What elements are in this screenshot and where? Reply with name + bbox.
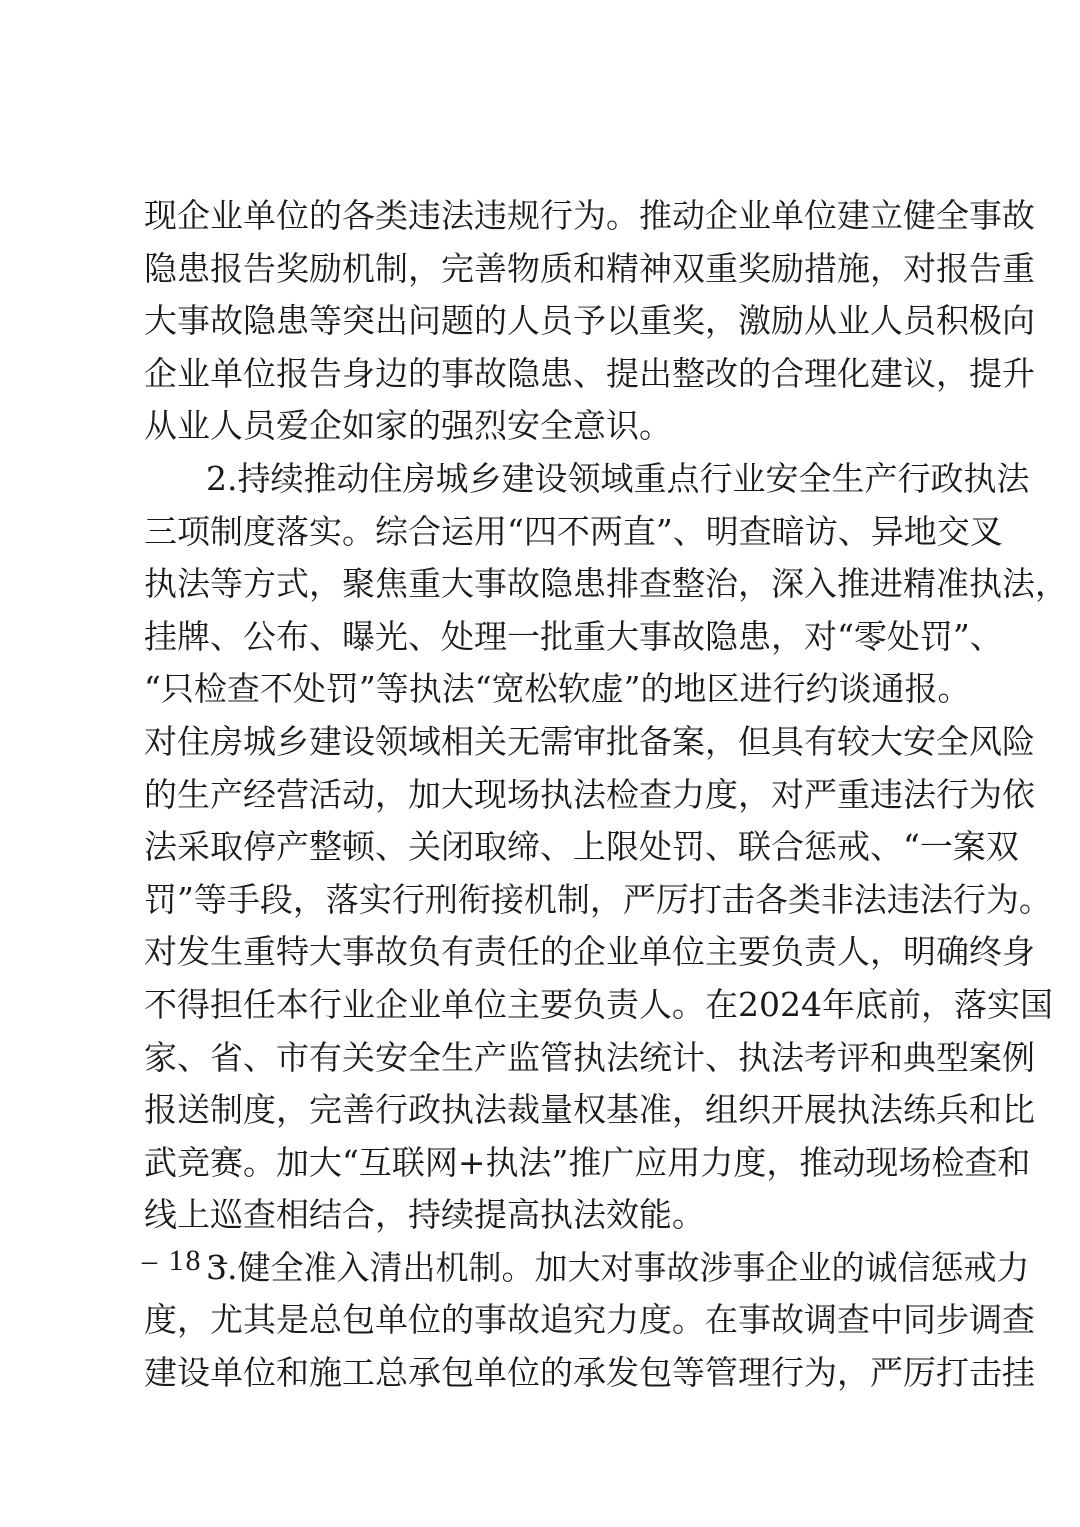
text-line: 报送制度，完善行政执法裁量权基准，组织开展执法练兵和比 [144,1090,1035,1130]
text-line: 从业人员爱企如家的强烈安全意识。 [144,406,672,446]
body-text [144,190,1068,1400]
text-line: 执法等方式，聚焦重大事故隐患排查整治，深入推进精准执法， [144,564,1068,604]
text-line: “只检查不处罚”等执法“宽松软虚”的地区进行约谈通报。 [144,669,971,709]
text-line: 罚”等手段，落实行刑衔接机制，严厉打击各类非法违法行为。 [144,879,1052,919]
text-line: 建设单位和施工总承包单位的承发包等管理行为，严厉打击挂 [144,1353,1035,1393]
text-line: 对发生重特大事故负有责任的企业单位主要负责人，明确终身 [144,932,1035,972]
text-line: 武竞赛。加大“互联网+执法”推广应用力度，推动现场检查和 [144,1142,1031,1182]
text-line: 大事故隐患等突出问题的人员予以重奖，激励从业人员积极向 [144,301,1035,341]
text-line: 不得担任本行业企业单位主要负责人。在2024年底前，落实国 [144,984,1053,1024]
text-line: 线上巡查相结合，持续提高执法效能。 [144,1195,705,1235]
text-line: 度，尤其是总包单位的事故追究力度。在事故调查中同步调查 [144,1300,1035,1340]
text-line: 现企业单位的各类违法违规行为。推动企业单位建立健全事故 [144,196,1035,235]
text-line: 法采取停产整顿、关闭取缔、上限处罚、联合惩戒、“一案双 [144,827,1019,867]
text-line: 三项制度落实。综合运用“四不两直”、明查暗访、异地交叉 [144,511,1003,551]
text-line: 家、省、市有关安全生产监管执法统计、执法考评和典型案例 [144,1037,1035,1077]
text-line: 企业单位报告身边的事故隐患、提出整改的合理化建议，提升 [144,353,1035,393]
text-line: 的生产经营活动，加大现场执法检查力度，对严重违法行为依 [144,774,1035,814]
text-line: 隐患报告奖励机制，完善物质和精神双重奖励措施，对报告重 [144,248,1035,288]
text-line: 挂牌、公布、曝光、处理一批重大事故隐患，对“零处罚”、 [144,616,1003,656]
text-line: 2.持续推动住房城乡建设领域重点行业安全生产行政执法 [206,458,1030,498]
text-line: 3.健全准入清出机制。加大对事故涉事企业的诚信惩戒力 [206,1247,1030,1287]
text-line: 对住房城乡建设领域相关无需审批备案，但具有较大安全风险 [144,721,1035,761]
page-number: – 18 – [142,1244,229,1277]
